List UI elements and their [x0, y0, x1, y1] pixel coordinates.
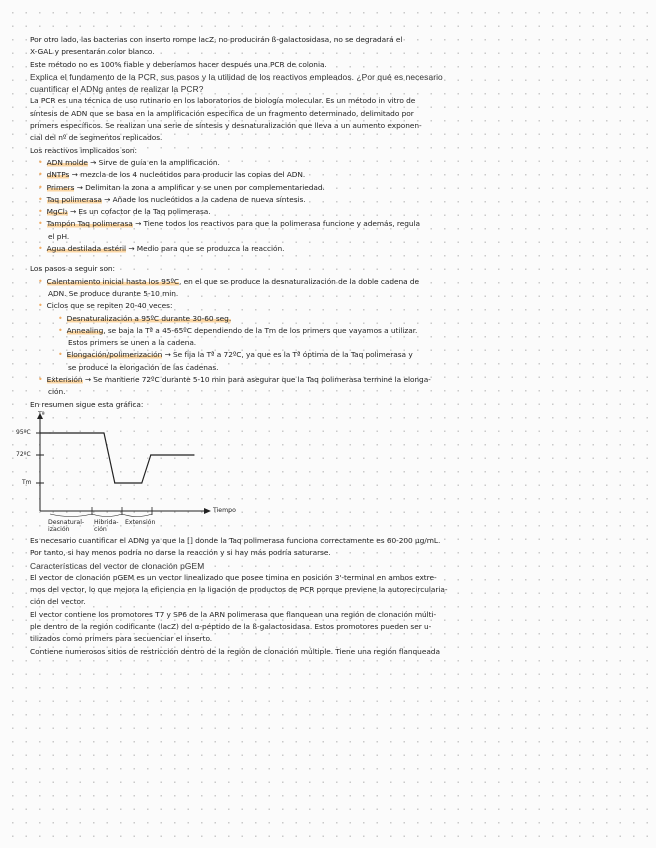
bullet-item [30, 374, 640, 386]
highlighted-term: Annealing [66, 325, 104, 335]
bullet-item [30, 243, 640, 255]
highlighted-term: MgCl₂ [46, 207, 68, 217]
bullet-continuation: el pH. [48, 231, 70, 241]
bullet-text: → Sirve de guía en la amplificación. [87, 157, 220, 167]
paragraph-line: El vector de clonación pGEM es un vector linealizado que posee timina en posición 3'-terminal en ambos extre- [30, 572, 437, 582]
highlighted-term: Taq polimerasa [46, 194, 102, 204]
question-heading: Características del vector de clonación pGEM [30, 560, 205, 571]
bullet-continuation: se produce la elongación de las cadenas. [68, 362, 219, 372]
bullet-text: → Añade los nucleótidos a la cadena de nueva síntesis. [101, 194, 306, 204]
paragraph-line: Por otro lado, las bacterias con inserto rompe lacZ, no producirán ß-galactosidasa, no se degradará el [30, 35, 403, 44]
temperature-point-0 [49, 432, 50, 433]
bullet-item [30, 169, 640, 181]
temperature-point-2 [114, 482, 115, 483]
temperature-series-line [40, 433, 194, 483]
paragraph-line: cial del nº de segmentos replicados. [30, 133, 163, 143]
bullet-text: → Delimitan la zona a amplificar y se unen por complementariedad. [74, 182, 325, 192]
bullet-text: , en el que se produce la desnaturalización de la doble cadena de [179, 276, 420, 286]
reactivos-intro: Los reactivos implicados son: [30, 145, 137, 155]
y-tick-label: 72ºC [16, 450, 31, 458]
graph-canvas [30, 411, 290, 535]
bullet-item [30, 300, 640, 312]
phase-brace [50, 514, 92, 517]
y-tick-label: Tm [22, 478, 32, 486]
bullet-continuation: ción. [48, 387, 66, 397]
pcr-temperature-graph [16, 410, 640, 535]
paragraph-line: La PCR es una técnica de uso rutinario en los laboratorios de biología molecular. Es un método in vitro de [30, 96, 416, 106]
x-axis-arrow [204, 508, 211, 514]
temperature-point-4 [150, 454, 151, 455]
bullet-text: → Tiene todos los reactivos para que la polimerasa funcione y además, regula [132, 219, 420, 229]
highlighted-term: Calentamiento inicial hasta los 95ºC [46, 276, 180, 286]
highlighted-term: Desnaturalización a 95ºC durante 30-60 seg. [66, 313, 232, 323]
temperature-point-1 [103, 432, 104, 433]
paragraph-line: tilizados como primers para secuenciar el inserto. [30, 634, 213, 644]
paragraph-line: Es necesario cuantificar el ADNg ya que la [] donde la Taq polimerasa funciona correctamente es 60-200 µg/mL. [30, 535, 441, 545]
y-tick-label: 95ºC [16, 428, 31, 436]
notes-page [16, 34, 640, 658]
phase-brace [92, 514, 122, 517]
bullet-item [30, 218, 640, 230]
highlighted-term: Tampón Taq polimerasa [46, 219, 133, 229]
temperature-point-5 [193, 454, 194, 455]
question-heading: cuantificar el ADNg antes de realizar la PCR? [30, 84, 204, 95]
bullet-text: Ciclos que se repiten 20-40 veces: [46, 301, 173, 311]
highlighted-term: Extensión [46, 375, 83, 385]
phase-label: Desnatural-ización [48, 518, 85, 533]
bullet-text: → Se mantiene 72ºC durante 5-10 min para asegurar que la Taq polimerasa termine la elonga- [82, 375, 431, 385]
question-heading: Explica el fundamento de la PCR, sus pasos y la utilidad de los reactivos empleados. ¿Por qué es necesario [30, 71, 443, 82]
bullet-continuation: Estos primers se unen a la cadena. [68, 338, 197, 348]
sub-bullet-item [30, 313, 640, 325]
highlighted-term: ADN molde [46, 157, 88, 167]
sub-bullet-item [30, 325, 640, 337]
paragraph-line: X-GAL y presentarán color blanco. [30, 47, 155, 57]
pasos-intro: Los pasos a seguir son: [30, 264, 115, 274]
y-axis-label: Tª [38, 410, 45, 418]
highlighted-term: Elongación/polimerización [66, 350, 163, 360]
phase-label: Extensión [125, 518, 156, 526]
bullet-item [30, 194, 640, 206]
phase-label: Hibrida-ción [94, 518, 119, 533]
paragraph-line: El vector contiene los promotores T7 y SP6 de la ARN polimerasa que flanquean una región de clonación múlti- [30, 609, 437, 619]
paragraph-line: síntesis de ADN que se basa en la amplificación específica de un fragmento determinado, delimitado por [30, 108, 414, 118]
paragraph-line: Por tanto, si hay menos podría no darse la reacción y si hay más podría saturarse. [30, 548, 331, 558]
bullet-text: , se baja la Tª a 45-65ºC dependiendo de la Tm de los primers que vayamos a utilizar. [103, 325, 418, 335]
bullet-item [30, 276, 640, 288]
bullet-continuation: ADN. Se produce durante 5-10 min. [48, 288, 179, 298]
paragraph-line: ple dentro de la región codificante (lacZ) del α-péptido de la ß-galactosidasa. Estos promotores pueden ser u- [30, 621, 432, 631]
highlighted-term: dNTPs [46, 170, 70, 180]
bullet-text: → Es un cofactor de la Taq polimerasa. [67, 207, 211, 217]
paragraph-line: Contiene numerosos sitios de restricción dentro de la región de clonación múltiple. Tiene una región flanqueada [30, 646, 440, 656]
bullet-item [30, 206, 640, 218]
bullet-text: → mezcla de los 4 nucleótidos para producir las copias del ADN. [69, 170, 306, 180]
paragraph-line: ción del vector. [30, 597, 86, 607]
temperature-point-3 [141, 482, 142, 483]
highlighted-term: Agua destilada estéril [46, 244, 127, 254]
highlighted-term: Primers [46, 182, 75, 192]
bullet-item [30, 182, 640, 194]
x-axis-label: Tiempo [213, 506, 236, 514]
bullet-text: → Medio para que se produzca la reacción. [126, 244, 285, 254]
sub-bullet-item [30, 349, 640, 361]
paragraph-line: mos del vector, lo que mejora la eficiencia en la ligación de productos de PCR porque previene la autorecircularia- [30, 585, 448, 595]
bullet-item [30, 157, 640, 169]
paragraph-line: primers específicos. Se realizan una serie de síntesis y desnaturalización que lleva a un aumento exponen- [30, 121, 422, 131]
resumen-line: En resumen sigue esta gráfica: [30, 399, 144, 409]
paragraph-line: Este método no es 100% fiable y deberíamos hacer después una PCR de colonia. [30, 59, 327, 69]
phase-brace [122, 514, 152, 517]
bullet-text: → Se fija la Tª a 72ºC, ya que es la Tª óptima de la Taq polimerasa y [162, 350, 413, 360]
